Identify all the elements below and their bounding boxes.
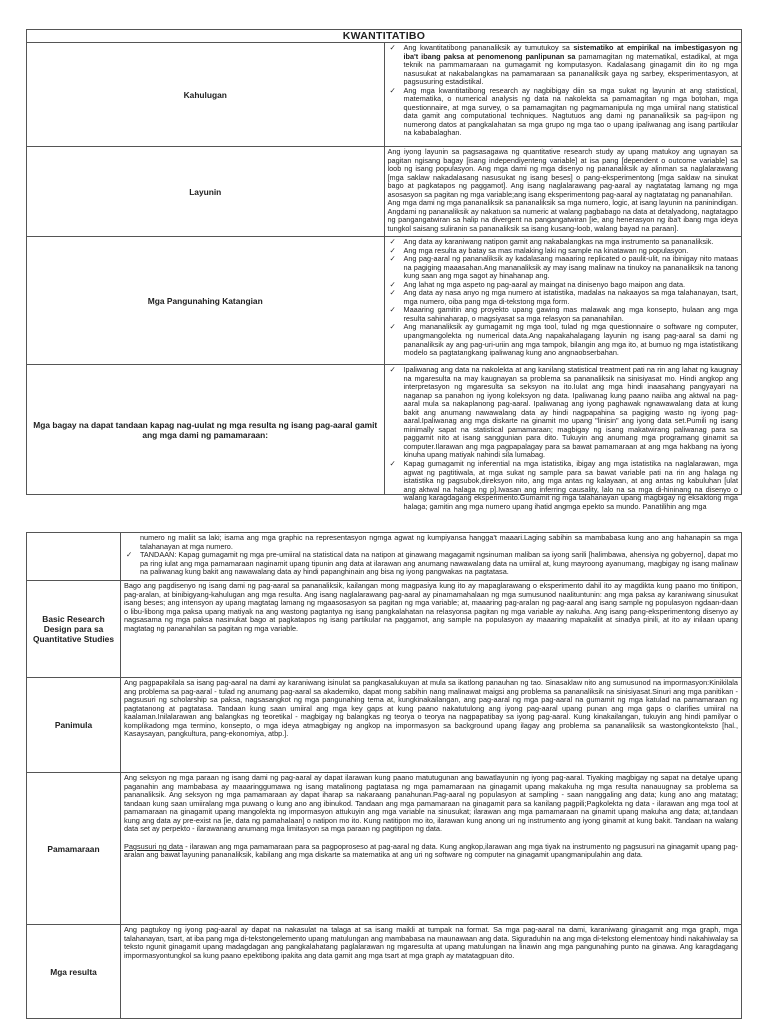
check-icon: ✓ [389, 237, 396, 246]
row-content-kahulugan [384, 43, 742, 147]
check-icon: ✓ [389, 245, 396, 255]
list-item: ✓ Maaaring gamitin ang proyekto upang gawing mas malawak ang mga konsepto, hulaan ang mga resulta sahinaharap, o magsiyasat sa mga relasyon sa pananahilan. [389, 305, 738, 323]
bagay-list [388, 366, 739, 511]
check-icon: ✓ [389, 43, 396, 52]
check-icon: ✓ [126, 550, 133, 560]
row-label-bagay: Mga bagay na dapat tandaan kapag nag-uulat ng mga resulta ng isang pag-aaral gamit ang mga dami ng pamamaraan: [27, 365, 385, 495]
check-icon: ✓ [389, 85, 396, 95]
row-content-panimula [121, 678, 742, 773]
check-icon: ✓ [389, 322, 396, 332]
bagay-content-clip [388, 365, 739, 511]
row-katangian [27, 237, 742, 365]
row-bagay-continued [27, 533, 742, 581]
list-item: ✓ Ang lahat ng mga aspeto ng pag-aaral ay maingat na dinisenyo bago maipon ang data. [389, 279, 686, 289]
row-basic-design [27, 581, 742, 678]
katangian-list [388, 238, 739, 358]
check-icon: ✓ [389, 459, 396, 469]
row-content-basic-design [121, 581, 742, 678]
paragraph: Bago ang pagdisenyo ng isang dami ng pag-aaral sa pananaliksik, kailangan mong magpasiya kung ito ay mapaglarawang o eksperimento dahil ito ay magdikta kung paano mo tinitipon, pag-aralan, at binibigyang-kahulugan ang mga resulta. Ang isang naglalarawang pag-aaral ay pinamamahalaan ng mga sumusunod naalituntunin: ang mga paksa ay karaniwang sinusukat isang beses; ang intensyon ay upang magtatag lamang ng mgaasosasyon sa pagitan ng mga variable; at, maaaring pag-aralan ng pag-aaral ang isang sample ng populasyon ngdaan-daan o libu-libong mga paksa upang matiyak na ang wastong pagtantya ng isang pangkalahatan na relasyonsa pagitan ng mga variable ay nakuha. Ang isang pang-eksperimentong disenyo ay nagsasama ng mga paksa nasinukat bago at pagkatapos ng isang partikular na paggamot, ang sample na populasyon ay maaaring mapakaliit at sinadya pinili, at ito ay inilaan upang magtatag ng pananahilan sa pagitan ng mga variable. [124, 581, 738, 633]
check-icon: ✓ [389, 254, 396, 264]
table-title: KWANTITATIBO [27, 30, 742, 43]
row-content-resulta [121, 925, 742, 1019]
paragraph: Ang pagpapakilala sa isang pag-aaral na dami ay karaniwang isinulat sa pangkasalukuyan at mula sa ikatlong panauhan ng tao. Sinasaklaw nito ang sumusunod na impormasyon:Kinikilala ang problema sa pag-aaral - tulad ng anumang pag-aaral sa akademiko, dapat mong sabihin nang malinawat maigsi ang problema sa pananaliksik na sinisiyasat.Sinuri ang mga panitikan - pagsusuri ng scholarship sa paksa, nagsasangkot ng mga pangunahing tema at, kungkinakailangan, ang pag-aaral ng mga pag-aaral na gumamit ng mga katulad na pamamaraan ng pagtatanong at pagtatasa. Tandaan kung saan umiiral ang mga key gaps at kung paano nakatutulong ang iyong pag-aaral upang punan ang mga gaps o clarifies umiiral na kaalaman.Inilalarawan ang balangkas ng teoretikal - magbigay ng balangkas ng teorya o teorya na nagpapatibay sa iyong pag-aaral. Kung kinakailangan, tukuyin ang hindi pamilyar o komplikadong mga termino, konsepto, o mga ideya atmagbigay ng angkop na impormasyon sa background upang ilagay ang problema sa pananaliksik sa wastongkonteksto [hal., Kasaysayan, pangkultura, pang-ekonomiya, atbp.]. [124, 678, 738, 739]
paragraph: Ang mga dami ng mga pananaliksik sa pananaliksik sa mga numero, logic, at isang layunin na paninindigan. Angdami ng pananaliksik ay nakatuon sa numeric at walang pagbabago na data at detalyadong, nagtatagpo ng pangangatwiran sa halip na divergent na pangangatwiran [ie, ang henerasyon ng iba't ibang mga ideya tungkol saisang suliranin sa pananaliksik sa isang kusang-loob, walang bayad na paraan]. [387, 198, 738, 233]
list-item: ✓ Ipaliwanag ang data na nakolekta at ang kanilang statistical treatment pati na rin ang lahat ng kaugnay na mgaresulta na may kaugnayan sa problema sa pananaliksik na sinisiyasat mo. Hindi angkop ang interpretasyon ng mgaresulta sa seksyon na ito.Iulat ang mga hindi inaasahang pangyayari na naganap sa panahon ng iyong koleksyon ng data. Ipaliwanag kung paano naiiba ang aktwal na pag-aaral mula sa nakaplanong pag-aaral. Ipaliwanag ang iyong paghawak ngnawawalang data at kung bakit ang anumang nawawalang data ay hindi nagpapahina sa pagiging wasto ng iyong pag-aaral.Ipaliwanag ang mga diskarte na ginamit mo upang "linisin" ang iyong data set.Pumili ng isang minimally sapat na statistical pamamaraan; magbigay ng isang makatwirang paliwanag para sa paggamit nito at isang sanggunian para dito. Tukuyin ang anumang mga programang ginamit sa computer.Ilarawan ang mga pagpapalagay para sa bawat pamamaraan at ang mga hakbang na iyong kinuha upang matiyak nahindi sila lumabag. [389, 365, 738, 460]
row-content-layunin [384, 147, 742, 237]
list-item: numero ng maliit sa laki; isama ang mga graphic na representasyon ngmga agwat ng kumpiyansa hangga't maaari.Laging sabihin sa mambabasa kung ano ang hahanapin sa mga talahanayan at mga numero. [140, 533, 738, 551]
paragraph: Ang pagtukoy ng iyong pag-aaral ay dapat na nakasulat na talaga at sa isang maikli at tumpak na format. Sa mga pag-aaral na dami, karaniwang ginagamit ang mga graph, mga talahanayan, tsart, at iba pang mga di-tekstongelemento upang matulungan ang mambabasa na maunawaan ang data. Siguraduhin na ang mga di-tekstong elementoay hindi nakahiwalay sa teksto ngunit ginagamit upang madagdagan ang pangkalahatang paglalarawan ng mgaresulta at upang matulungan na linawin ang mga pangunahing punto na ginawa. Ang karagdagang impormasyontungkol sa kung paano epektibong ipakita ang data gamit ang mga tsart at mga graph ay matatagpuan dito. [124, 925, 738, 960]
row-bagay [27, 365, 742, 495]
list-item: ✓ Ang pag-aaral ng pananaliksik ay kadalasang maaaring replicated o paulit-ulit, na ibinigay nito mataas na pagiging maaasahan.Ang mananaliksik ay may isang malinaw na tinukoy na pananaliksik na tanong kung saan ang mga sagot ay hinahanap ang. [389, 254, 738, 281]
subheading-link-text: Pagsusuri ng data [124, 841, 184, 851]
row-label-kahulugan: Kahulugan [27, 43, 385, 147]
list-item: ✓ Ang mananaliksik ay gumagamit ng mga tool, tulad ng mga questionnaire o software ng computer, upangmangolekta ng numerical data.Ang napakahalagang layunin ng isang pag-aaral sa dami ng pananaliksik ay ang pag-uri-uriin ang mga tampok, bilangin ang mga ito, at bumuo ng mga istatistikang modelo sa pagtatangkang ipaliwanag kung ano angnaobserbahan. [389, 322, 738, 358]
row-panimula [27, 678, 742, 773]
kahulugan-list [388, 44, 739, 138]
row-pamamaraan [27, 773, 742, 925]
row-content-bagay [384, 365, 742, 511]
list-item: ✓ Kapag gumagamit ng inferential na mga istatistika, ibigay ang mga istatistika na naglalarawan, mga agwat ng pagtitiwala, at mga sukat ng sample para sa bawat variable pati na rin ang halaga ng istatistika ng pagsubok,direksyon nito, ang mga antas ng kalayaan, at ang antas ng kabuluhan [ulat ang aktwal na halaga ng p].Iwasan ang inferring causality, lalo na sa mga di-hininang na disenyo o walang karagdagang eksperimento.Gumamit ng mga talahanayan upang magbigay ng eksaktong mga halaga; gamitin ang mga numero upang ihatid angmga epekto sa mundo. Panatilihin ang mga [389, 459, 738, 511]
row-layunin [27, 147, 742, 237]
row-content-pamamaraan [121, 773, 742, 925]
row-label-resulta: Mga resulta [27, 925, 121, 1019]
paragraph: Pagsusuri ng data - ilarawan ang mga pamamaraan para sa pagpoproseso at pag-aaral ng data. Kung angkop,ilarawan ang mga tiyak na instrumento ng pagsusuri na ginagamit upang pag-aralan ang bawat layuning pananaliksik, kabilang ang mga diskarte sa matematika at ang uri ng software ng computer na ginagamit upangmanipulahin ang data. [124, 841, 738, 860]
paragraph: Ang seksyon ng mga paraan ng isang dami ng pag-aaral ay dapat ilarawan kung paano matutugunan ang bawatlayunin ng iyong pag-aaral. Tiyaking magbigay ng sapat na detalye upang paganahin ang mambabasa ay maaaringgumawa ng isang matalinong pagtatasa ng mga pamamaraan na ginagamit upang makakuha ng mga resulta nanauugnay sa problema sa pananaliksik. Ang seksyon ng mga pamamaraan ay dapat iharap sa nakaraang panahunan.Pag-aaral ng populasyon at sampling - saan nanggaling ang data; kung ano ang matatag; tandaan kung saan umiiralang mga puwang o kung ano ang ibinukod. Tandaan ang mga pamamaraan na ginagamit para sa kanilang pagpili;Pagkolekta ng data - ilarawan ang mga tool at pamamaraan na ginagamit upang mangolekta ng impormasyon attukuyin ang mga variable na sinusukat; ilarawan ang mga pamamaraan na ginamit upang makuha ang data; at,tandaan kung ang data ay pre-exist na [ie, data ng pamahalaan] o natipon mo ito. Kung natitipon mo ito, ilarawan kung anong uri ng instrumento ang iyong ginamit at kung bakit. Tandaan na walang data set ay perpekto - ilarawanang anumang mga limitasyon sa mga paraan ng pagtitipon ng data. [124, 773, 738, 834]
list-item: ✓ Ang kwantitatibong pananaliksik ay tumutukoy sa sistematiko at empirikal na imbestigasyon ng iba't ibang paksa at penomenong panlipunan sa pamamagitan ng matematikal, estadikal, at mga teknik na pammamaraan na gumagamit ng komputasyon. Kadalasang ginagamit din ito ng mga nasusukat at nakabalangkas na pamamaraan sa pananaliksik gaya ng sarbey, eksperimentasyon, at pagsusuring estadistikal. [389, 43, 738, 87]
title-row [27, 30, 742, 43]
row-label-katangian: Mga Pangunahing Katangian [27, 237, 385, 365]
check-icon: ✓ [389, 305, 396, 315]
row-content-katangian [384, 237, 742, 365]
row-label-layunin: Layunin [27, 147, 385, 237]
kwantitatibo-table-page-1 [26, 29, 742, 511]
paragraph: Ang iyong layunin sa pagsasagawa ng quantitative research study ay upang matukoy ang ugnayan sa pagitan ngisang bagay [isang independiyenteng variable] at isa pang [dependent o outcome variable] sa loob ng isang populasyon. Ang mga dami ng mga disenyo ng pananaliksik ay alinman sa naglalarawang [mga saklaw nakadalasang nasusukat ng isang beses] o pang-eksperimentong [mga saklaw na sinukat bago at pagkatapos ng paggamot]. Ang isang naglalarawang pag-aaral ay nagtatatag lamang ng mga asosasyon sa pagitan ng mga variable;ang isang eksperimentong pag-aaral ay nagtatatag ng pananahilan. [387, 147, 738, 199]
list-item: ✓ Ang mga resulta ay batay sa mas malaking laki ng sample na kinatawan ng populasyon. [389, 245, 689, 255]
bagay-list-continued [124, 534, 738, 577]
emphasis-text: sistematiko at empirikal na imbestigasyon ng iba't ibang paksa at penomenong panlipunan sa [403, 43, 738, 61]
list-item: ✓ Ang mga kwantitatibong research ay nagbibigay diin sa mga sukat ng layunin at ang statistical, matematika, o numerical analysis ng data na nakolekta sa pamamagitan ng mga botohan, mga questionnaire, at mga survey, o sa pamamagitan ng pagmamanipula ng mga umiiral nang statistical data gamit ang computational techniques. Nagtutuos ang dami ng pananaliksik sa pag-iipon ng numerong datos at pangkalahatan sa mga grupo ng mga tao o upang ipaliwanag ang isang partikular na kababalaghan. [389, 85, 738, 138]
row-kahulugan [27, 43, 742, 147]
kwantitatibo-table-page-2 [26, 532, 742, 1019]
check-icon: ✓ [389, 279, 396, 289]
list-item: ✓ TANDAAN: Kapag gumagamit ng mga pre-umiiral na statistical data na natipon at ginawang magagamit ngsinuman maliban sa iyong sarili [halimbawa, ahensiya ng gobyerno], dapat mo pa ring iulat ang mga pamamaraan naginamit upang tipunin ang data at ilarawan ang anumang nawawalang data na umiiral at, kung mayroong ayanumang, magbigay ng isang malinaw na paliwanag kung bakit ang nawawalang data ay hindi papanghinain ang bisa ng iyong pangwakas na pagtatasa. [126, 550, 738, 577]
list-item: ✓ Ang data ay nasa anyo ng mga numero at istatistika, madalas na nakaayos sa mga talahanayan, tsart, mga numero, oiba pang mga di-tekstong mga form. [389, 288, 738, 306]
check-icon: ✓ [389, 365, 396, 374]
row-label-basic-design: Basic Research Design para sa Quantitative Studies [27, 581, 121, 678]
check-icon: ✓ [389, 288, 396, 298]
row-label-empty [27, 533, 121, 581]
list-item: ✓ Ang data ay karaniwang natipon gamit ang nakabalangkas na mga instrumento sa pananaliksik. [389, 237, 714, 246]
row-resulta [27, 925, 742, 1019]
row-content-bagay-continued [121, 533, 742, 581]
row-label-panimula: Panimula [27, 678, 121, 773]
row-label-pamamaraan: Pamamaraan [27, 773, 121, 925]
